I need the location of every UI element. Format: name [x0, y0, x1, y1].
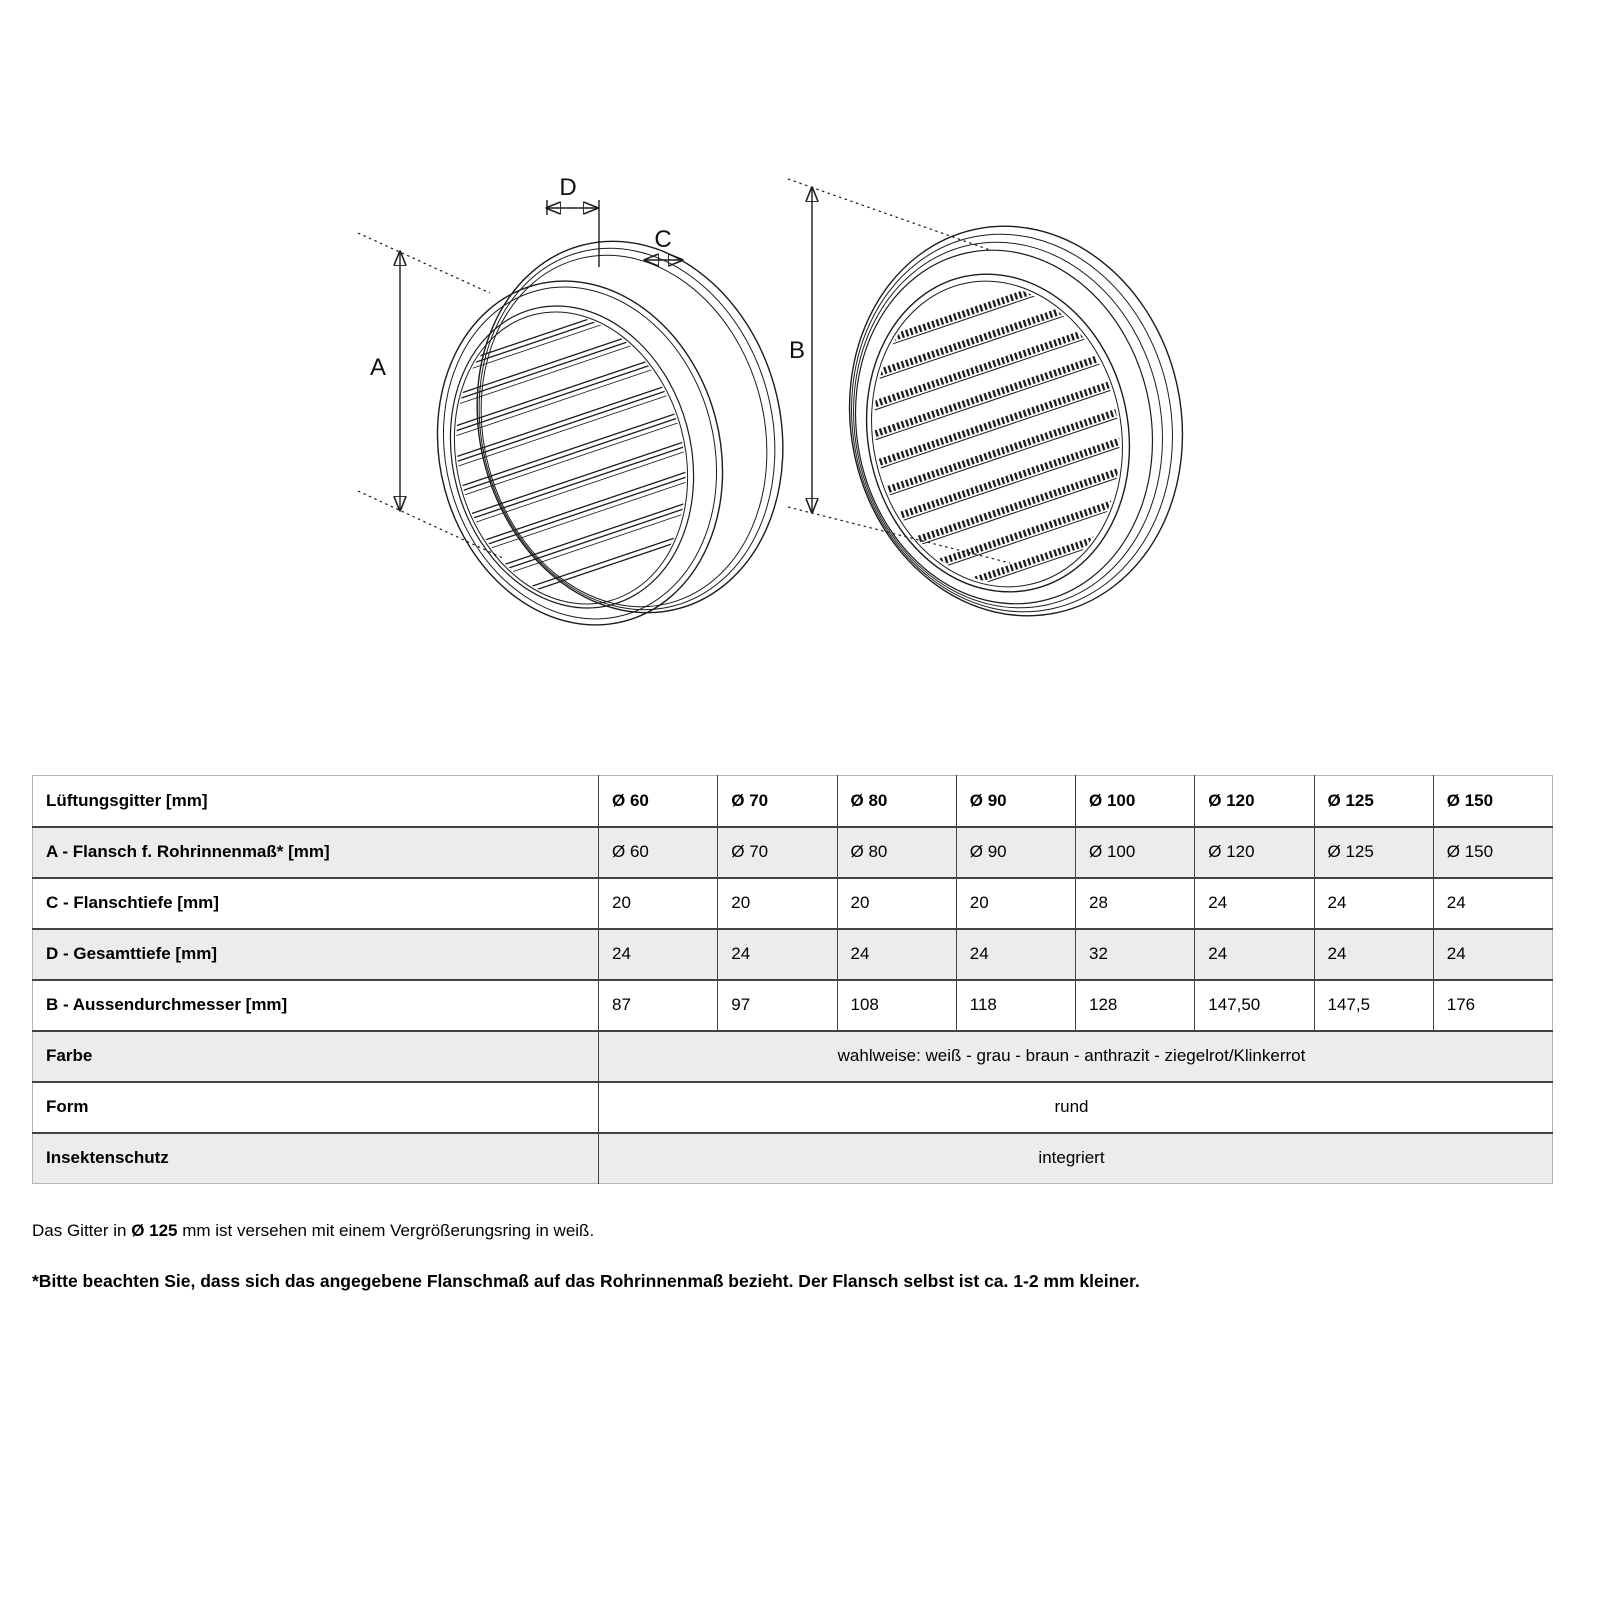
row-label: Insektenschutz [33, 1133, 599, 1184]
spec-cell: 147,50 [1195, 980, 1314, 1031]
spec-cell: Ø 80 [837, 827, 956, 878]
dim-label-c: C [654, 226, 672, 253]
spec-row-aussendurchmesser [33, 980, 1553, 1031]
vent-louvers [420, 273, 725, 629]
technical-drawings [0, 0, 1600, 700]
spec-merged-value: integriert [599, 1133, 1553, 1184]
note-text: Das Gitter in [32, 1221, 132, 1240]
spec-cell: 24 [599, 929, 718, 980]
column-header: Ø 100 [1076, 776, 1195, 827]
spec-header-row [33, 776, 1553, 827]
vent-perspective-drawing [350, 165, 800, 635]
spec-cell: 20 [956, 878, 1075, 929]
spec-merged-value: rund [599, 1082, 1553, 1133]
column-header: Ø 60 [599, 776, 718, 827]
note-text: mm ist versehen mit einem Vergrößerungsring in weiß. [177, 1221, 595, 1240]
spec-row-flansch [33, 827, 1553, 878]
spec-cell: 24 [837, 929, 956, 980]
row-label: B - Aussendurchmesser [mm] [33, 980, 599, 1031]
column-header: Ø 125 [1314, 776, 1433, 827]
spec-row-gesamttiefe [33, 929, 1553, 980]
spec-cell: 24 [1433, 878, 1552, 929]
column-header: Ø 120 [1195, 776, 1314, 827]
column-header: Ø 150 [1433, 776, 1552, 827]
vent-front-drawing [760, 155, 1200, 645]
column-header: Ø 90 [956, 776, 1075, 827]
row-label: Farbe [33, 1031, 599, 1082]
spec-cell: 24 [1314, 878, 1433, 929]
spec-cell: Ø 125 [1314, 827, 1433, 878]
row-label: C - Flanschtiefe [mm] [33, 878, 599, 929]
spec-merged-value: wahlweise: weiß - grau - braun - anthrazit - ziegelrot/Klinkerrot [599, 1031, 1553, 1082]
spec-cell: Ø 120 [1195, 827, 1314, 878]
spec-cell: 20 [599, 878, 718, 929]
row-label: Lüftungsgitter [mm] [46, 790, 208, 810]
spec-cell: 108 [837, 980, 956, 1031]
dim-leader-a-top [358, 233, 490, 293]
spec-cell: 24 [718, 929, 837, 980]
spec-cell: Ø 150 [1433, 827, 1552, 878]
dim-label-b: B [788, 337, 806, 364]
spec-cell: Ø 90 [956, 827, 1075, 878]
spec-cell: 147,5 [1314, 980, 1433, 1031]
spec-cell: 20 [718, 878, 837, 929]
spec-cell: 24 [1195, 878, 1314, 929]
spec-cell: 24 [1433, 929, 1552, 980]
spec-cell: Ø 100 [1076, 827, 1195, 878]
spec-cell: 32 [1076, 929, 1195, 980]
spec-row-farbe [33, 1031, 1553, 1082]
spec-cell: 176 [1433, 980, 1552, 1031]
spec-cell: 118 [956, 980, 1075, 1031]
spec-cell: 128 [1076, 980, 1195, 1031]
spec-cell: 28 [1076, 878, 1195, 929]
spec-row-flanschtiefe [33, 878, 1553, 929]
vent-louvers [845, 251, 1150, 630]
spec-cell: 24 [956, 929, 1075, 980]
row-label: A - Flansch f. Rohrinnenmaß* [mm] [33, 827, 599, 878]
row-label: Form [33, 1082, 599, 1133]
dim-leader-b-bottom [788, 507, 1010, 563]
vent-front-ring [400, 249, 761, 635]
note-flange-disclaimer: *Bitte beachten Sie, dass sich das angegebene Flanschmaß auf das Rohrinnenmaß bezieht. Der Flansch selbst ist ca. 1-2 mm kleiner. [32, 1271, 1140, 1291]
dim-label-d: D [559, 174, 577, 201]
dim-leader-b-top [788, 179, 990, 250]
note-diameter-bold: Ø 125 [131, 1221, 178, 1240]
column-header: Ø 80 [837, 776, 956, 827]
spec-table [32, 775, 1553, 1184]
spec-row-form [33, 1082, 1553, 1133]
spec-cell: 87 [599, 980, 718, 1031]
column-header: Ø 70 [718, 776, 837, 827]
note-grille-125 [32, 1221, 1600, 1241]
spec-cell: 24 [1195, 929, 1314, 980]
row-label: D - Gesamttiefe [mm] [33, 929, 599, 980]
spec-row-insektenschutz [33, 1133, 1553, 1184]
spec-cell: Ø 60 [599, 827, 718, 878]
spec-cell: 97 [718, 980, 837, 1031]
vent-outer-ring [436, 207, 800, 635]
dim-leader-a-bottom [358, 491, 505, 559]
dim-label-a: A [369, 354, 387, 381]
spec-cell: 20 [837, 878, 956, 929]
spec-cell: 24 [1314, 929, 1433, 980]
spec-cell: Ø 70 [718, 827, 837, 878]
